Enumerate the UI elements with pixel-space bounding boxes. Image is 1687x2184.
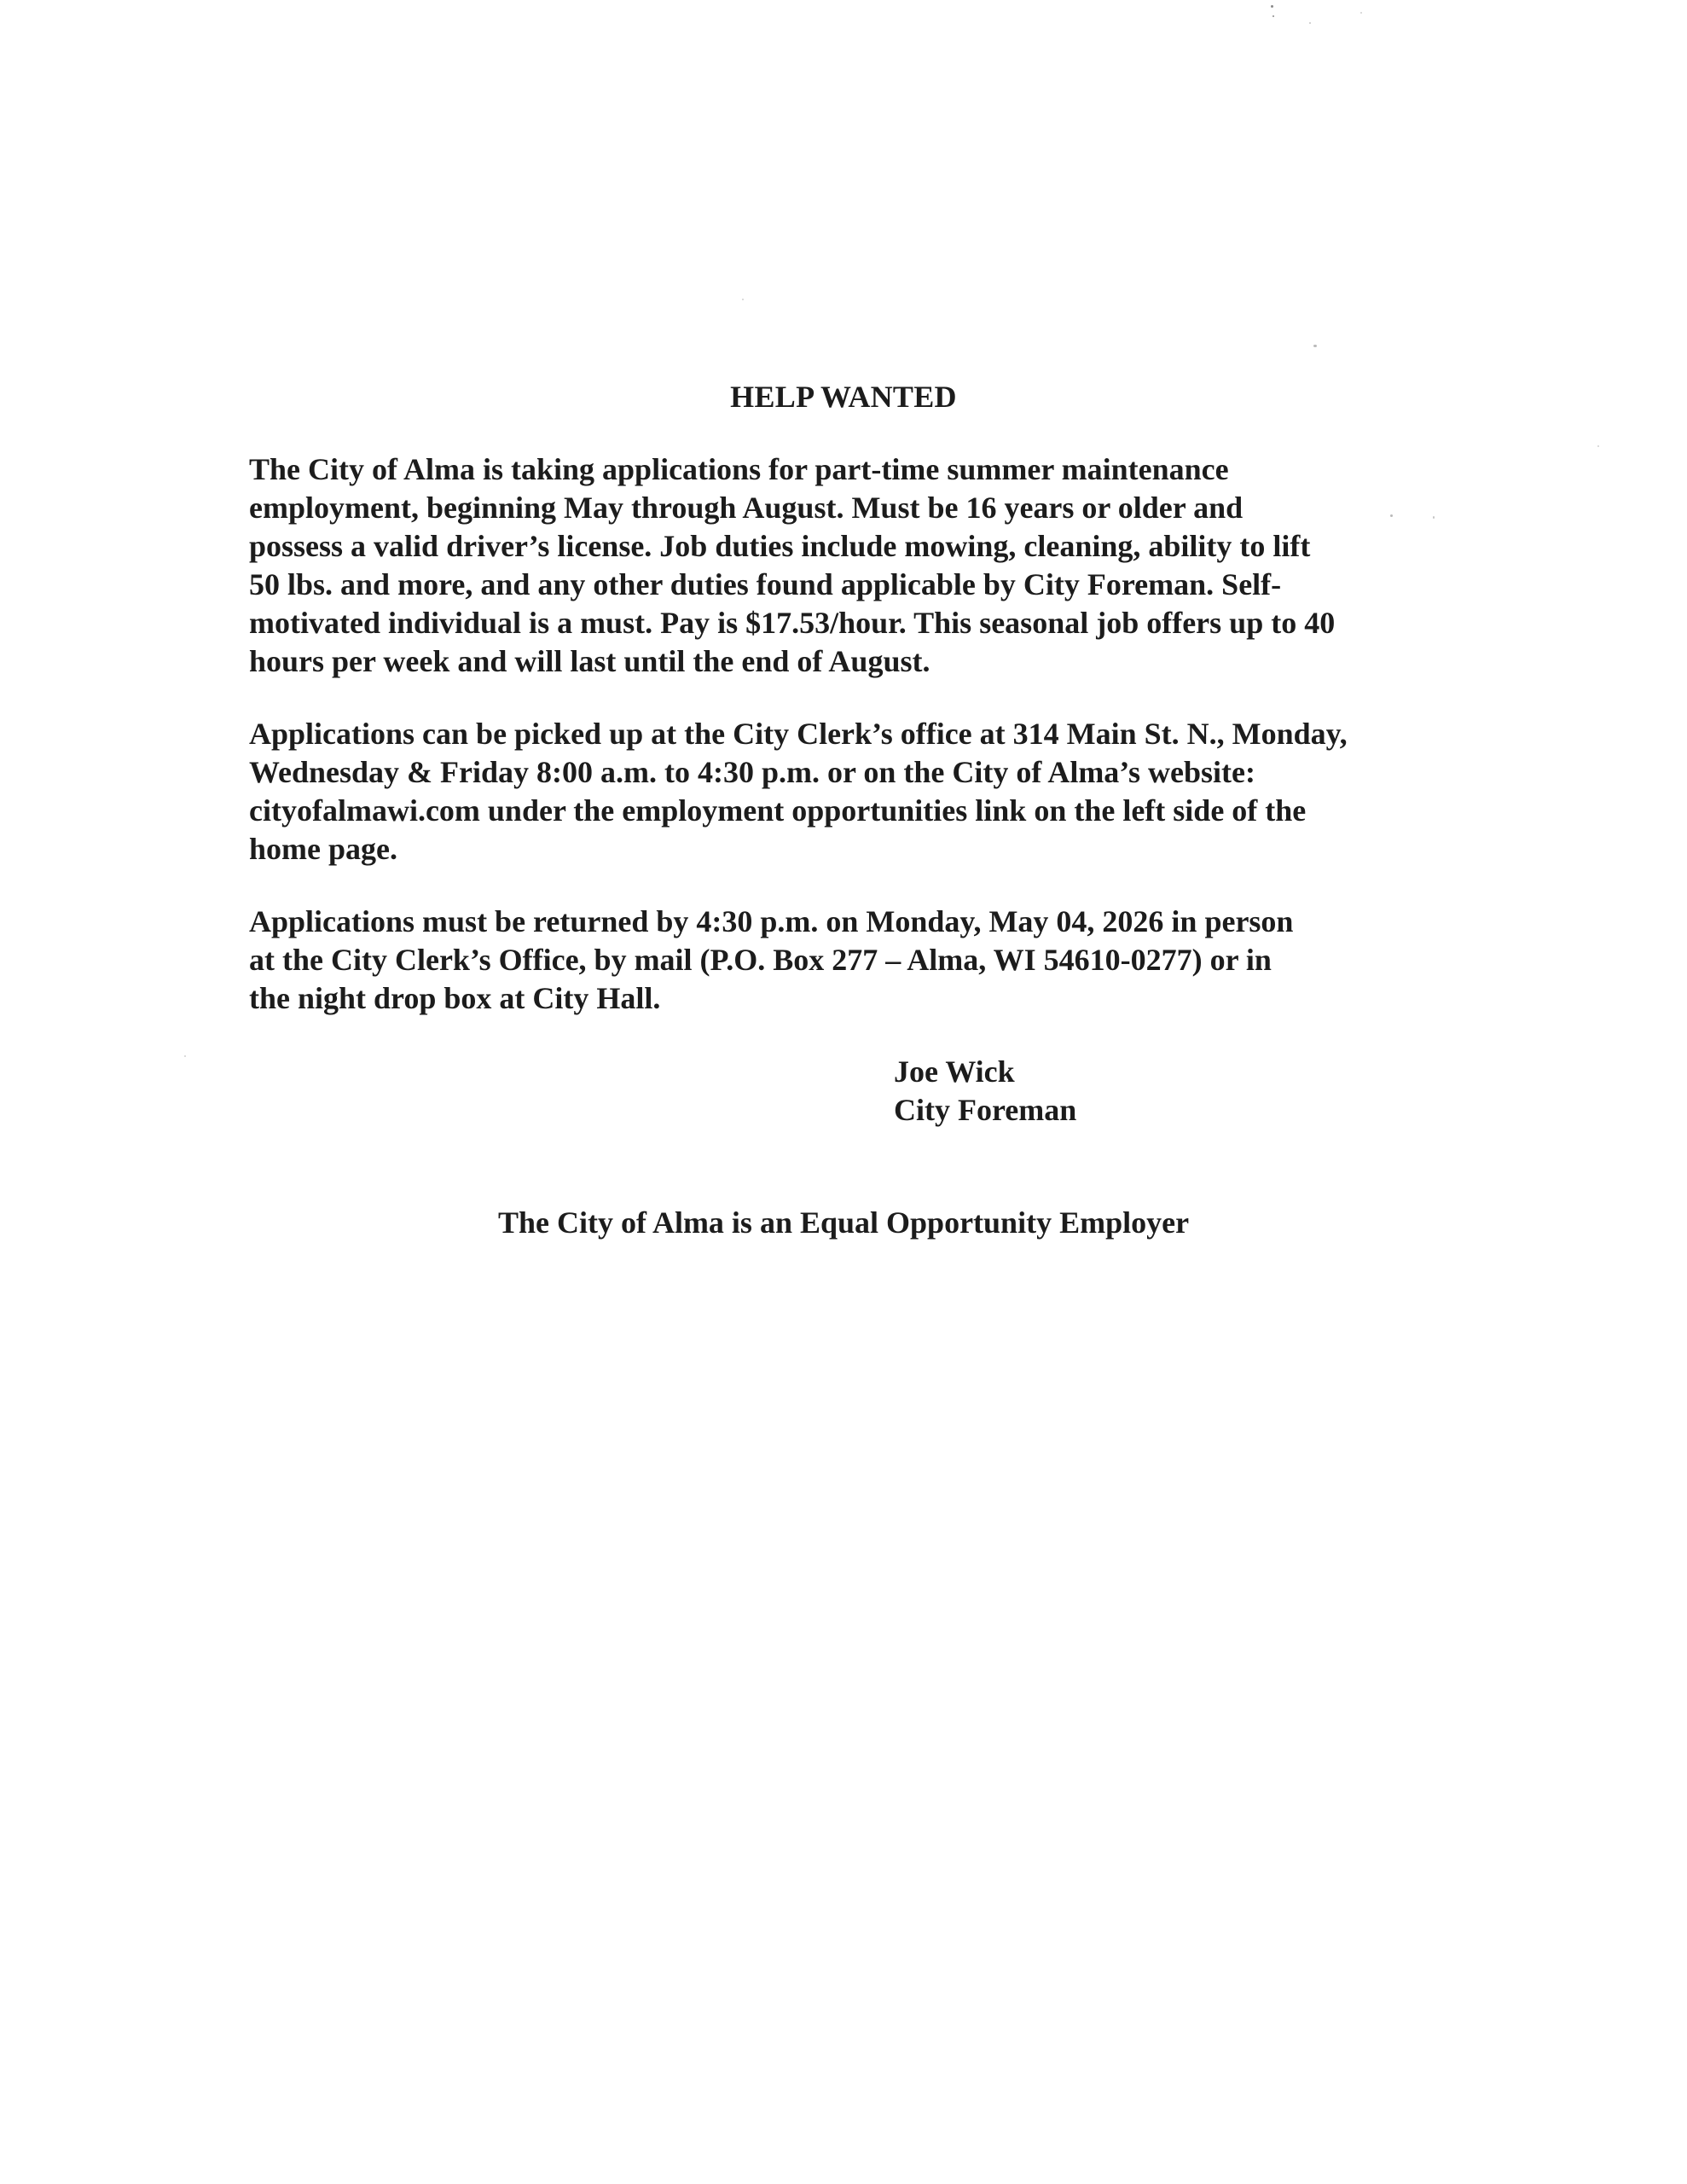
scan-speck [1313, 345, 1317, 347]
scan-speck [742, 299, 744, 300]
text-line: Applications can be picked up at the City Clerk’s office at 314 Main St. N., Monday, [249, 717, 1348, 751]
signature-role: City Foreman [894, 1093, 1077, 1127]
text-line: cityofalmawi.com under the employment opportunities link on the left side of the [249, 793, 1307, 828]
text-line: possess a valid driver’s license. Job duties include mowing, cleaning, ability to lift [249, 529, 1311, 563]
signature-name: Joe Wick [894, 1054, 1015, 1089]
text-line: motivated individual is a must. Pay is $17.53/hour. This seasonal job offers up to 40 [249, 606, 1336, 640]
text-line: Wednesday & Friday 8:00 a.m. to 4:30 p.m. or on the City of Alma’s website: [249, 755, 1255, 789]
scan-speck [1309, 22, 1311, 24]
scan-speck [1433, 516, 1435, 519]
text-line: 50 lbs. and more, and any other duties found applicable by City Foreman. Self- [249, 567, 1282, 601]
text-line: The City of Alma is taking applications for part-time summer maintenance [249, 452, 1229, 486]
text-line: at the City Clerk’s Office, by mail (P.O. Box 277 – Alma, WI 54610-0277) or in [249, 943, 1272, 977]
text-line: employment, beginning May through August. Must be 16 years or older and [249, 491, 1244, 525]
signature-block [894, 1053, 1076, 1130]
scan-speck [1390, 514, 1393, 517]
scan-speck [1360, 12, 1362, 14]
equal-opportunity-statement: The City of Alma is an Equal Opportunity Employer [497, 1205, 1190, 1240]
text-line: Applications must be returned by 4:30 p.m. on Monday, May 04, 2026 in person [249, 904, 1294, 938]
scan-speck [1272, 15, 1274, 17]
scan-speck [1271, 5, 1273, 8]
paragraph-application-pickup [249, 715, 1443, 868]
text-line: hours per week and will last until the end of August. [249, 644, 930, 678]
paragraph-job-description [249, 450, 1443, 681]
scan-speck [184, 1055, 186, 1057]
scan-speck [1597, 445, 1599, 447]
paragraph-application-return [249, 903, 1443, 1018]
text-line: the night drop box at City Hall. [249, 981, 661, 1015]
text-line: home page. [249, 832, 397, 866]
page-title: HELP WANTED [730, 380, 957, 414]
